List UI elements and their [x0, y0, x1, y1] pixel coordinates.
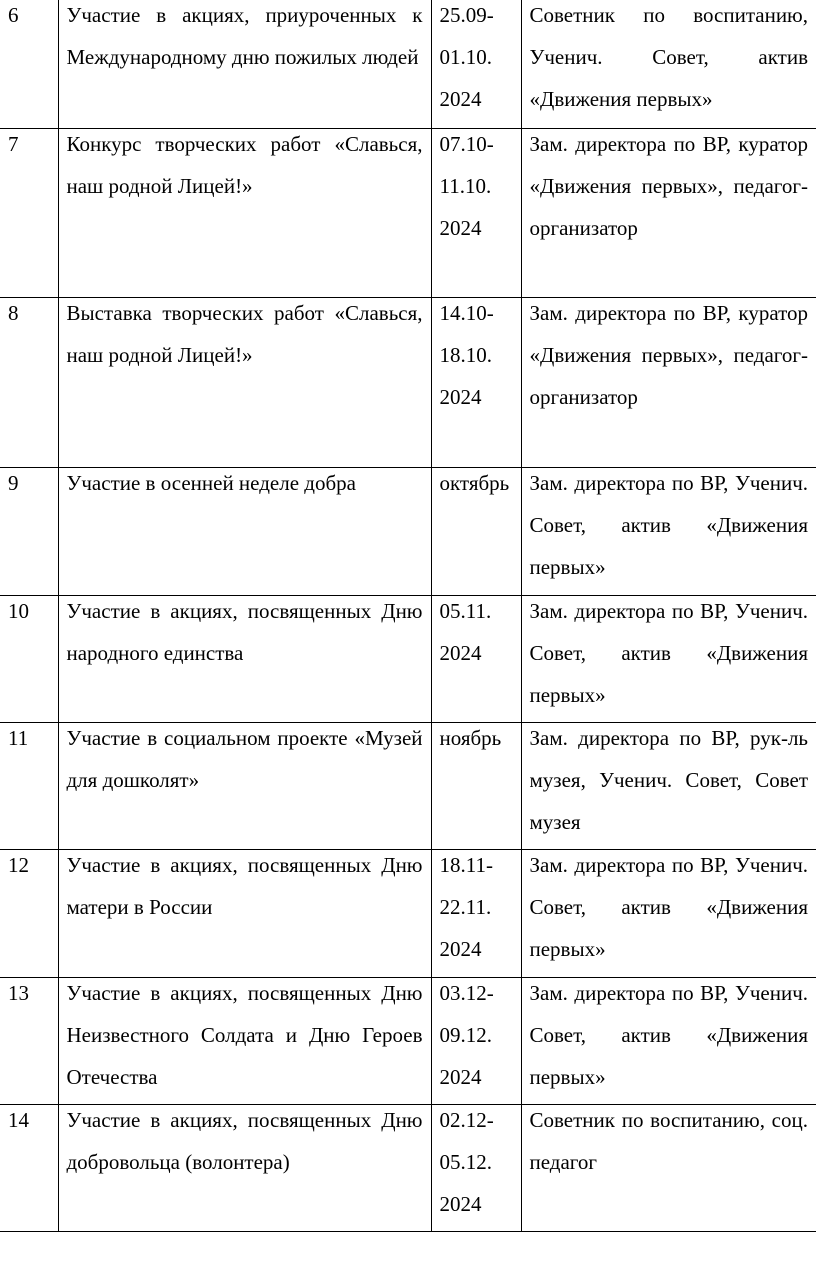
event-date: 14.10-18.10. 2024	[439, 300, 494, 409]
date-cell	[431, 467, 521, 595]
table-row	[0, 595, 816, 722]
table-row	[0, 297, 816, 467]
responsible-cell	[521, 467, 816, 595]
table-row	[0, 849, 816, 977]
table-row	[0, 128, 816, 297]
event-cell	[58, 1104, 431, 1231]
row-number: 11	[8, 725, 29, 750]
event-name: Участие в социальном проекте «Музей для дошколят»	[66, 725, 423, 792]
event-name: Участие в акциях, посвященных Дню добровольца (волонтера)	[66, 1107, 423, 1174]
responsible-persons: Зам. директора по ВР, Ученич. Совет, актив «Движения первых»	[529, 852, 808, 961]
event-name: Участие в акциях, посвященных Дню Неизвестного Солдата и Дню Героев Отечества	[66, 980, 423, 1089]
event-cell	[58, 595, 431, 722]
row-number-cell	[0, 1104, 58, 1231]
row-number-cell	[0, 128, 58, 297]
responsible-persons: Советник по воспитанию, соц. педагог	[529, 1107, 808, 1174]
responsible-cell	[521, 0, 816, 128]
table-row	[0, 1104, 816, 1231]
responsible-cell	[521, 1104, 816, 1231]
event-date: 02.12-05.12. 2024	[439, 1107, 494, 1216]
event-date: 07.10-11.10. 2024	[439, 131, 494, 240]
row-number-cell	[0, 849, 58, 977]
event-date: ноябрь	[439, 725, 502, 750]
responsible-cell	[521, 977, 816, 1104]
row-number: 9	[8, 470, 19, 495]
event-name: Участие в акциях, посвященных Дню народного единства	[66, 598, 423, 665]
row-number-cell	[0, 467, 58, 595]
date-cell	[431, 128, 521, 297]
event-date: 25.09-01.10. 2024	[439, 3, 494, 111]
row-number: 10	[8, 598, 29, 623]
row-number-cell	[0, 297, 58, 467]
row-number-cell	[0, 595, 58, 722]
row-number: 13	[8, 980, 29, 1005]
event-date: 18.11-22.11. 2024	[439, 852, 493, 961]
event-cell	[58, 722, 431, 849]
event-name: Конкурс творческих работ «Славься, наш родной Лицей!»	[66, 131, 423, 198]
row-number: 6	[8, 3, 19, 27]
responsible-persons: Зам. директора по ВР, Ученич. Совет, актив «Движения первых»	[529, 980, 808, 1089]
responsible-persons: Зам. директора по ВР, куратор «Движения первых», педагог-организатор	[529, 131, 808, 240]
event-date: 03.12-09.12. 2024	[439, 980, 494, 1089]
responsible-cell	[521, 722, 816, 849]
row-number-cell	[0, 0, 58, 128]
event-cell	[58, 467, 431, 595]
responsible-cell	[521, 595, 816, 722]
row-number: 8	[8, 300, 19, 325]
table-row	[0, 0, 816, 128]
responsible-persons: Зам. директора по ВР, Ученич. Совет, актив «Движения первых»	[529, 470, 808, 579]
event-name: Участие в акциях, посвященных Дню матери в России	[66, 852, 423, 919]
responsible-cell	[521, 849, 816, 977]
date-cell	[431, 722, 521, 849]
date-cell	[431, 0, 521, 128]
date-cell	[431, 297, 521, 467]
responsible-persons: Зам. директора по ВР, куратор «Движения первых», педагог-организатор	[529, 300, 808, 409]
event-cell	[58, 0, 431, 128]
event-date: октябрь	[439, 470, 510, 495]
event-name: Выставка творческих работ «Славься, наш родной Лицей!»	[66, 300, 423, 367]
date-cell	[431, 1104, 521, 1231]
row-number: 7	[8, 131, 19, 156]
row-number-cell	[0, 977, 58, 1104]
responsible-persons: Советник по воспитанию, Ученич. Совет, актив «Движения первых»	[529, 3, 808, 111]
event-name: Участие в осенней неделе добра	[66, 470, 356, 495]
event-name: Участие в акциях, приуроченных к Международному дню пожилых людей	[66, 3, 423, 69]
date-cell	[431, 849, 521, 977]
table-row	[0, 977, 816, 1104]
responsible-cell	[521, 128, 816, 297]
event-cell	[58, 977, 431, 1104]
date-cell	[431, 977, 521, 1104]
row-number: 14	[8, 1107, 29, 1132]
table-row	[0, 467, 816, 595]
event-cell	[58, 849, 431, 977]
event-cell	[58, 128, 431, 297]
event-cell	[58, 297, 431, 467]
responsible-persons: Зам. директора по ВР, Ученич. Совет, актив «Движения первых»	[529, 598, 808, 707]
table-row	[0, 722, 816, 849]
date-cell	[431, 595, 521, 722]
row-number-cell	[0, 722, 58, 849]
row-number: 12	[8, 852, 29, 877]
responsible-cell	[521, 297, 816, 467]
responsible-persons: Зам. директора по ВР, рук-ль музея, Ученич. Совет, Совет музея	[529, 725, 808, 834]
event-date: 05.11. 2024	[439, 598, 492, 665]
